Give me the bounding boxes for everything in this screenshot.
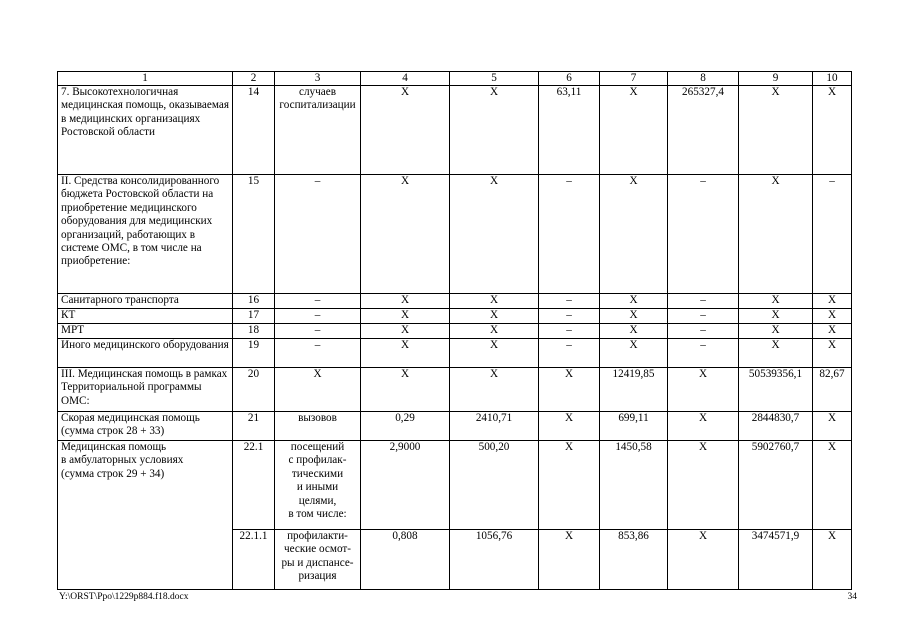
table-cell: Х <box>600 309 668 324</box>
table-cell: Х <box>668 530 739 590</box>
row-number: 18 <box>233 324 275 339</box>
table-cell: 2,9000 <box>361 441 450 530</box>
data-table <box>57 71 852 590</box>
column-number: 4 <box>361 72 450 86</box>
table-cell: Х <box>539 441 600 530</box>
unit-cell: – <box>275 339 361 368</box>
table-row <box>58 441 852 530</box>
table-header-row <box>58 72 852 86</box>
table-cell: 1056,76 <box>450 530 539 590</box>
footer-page-number: 34 <box>847 592 857 602</box>
table-cell: Х <box>450 368 539 412</box>
table-cell: 265327,4 <box>668 86 739 175</box>
table-cell: Х <box>539 412 600 441</box>
table-cell: Х <box>539 368 600 412</box>
table-cell: – <box>813 175 852 294</box>
table-cell: Х <box>739 175 813 294</box>
table-cell: Х <box>450 324 539 339</box>
table-cell: Х <box>450 339 539 368</box>
row-number: 20 <box>233 368 275 412</box>
row-number: 22.1 <box>233 441 275 530</box>
table-cell: – <box>668 339 739 368</box>
column-number: 8 <box>668 72 739 86</box>
table-cell: 0,808 <box>361 530 450 590</box>
column-number: 5 <box>450 72 539 86</box>
table-cell: Х <box>813 412 852 441</box>
table-cell: Х <box>739 86 813 175</box>
table-cell: 5902760,7 <box>739 441 813 530</box>
table-cell: Х <box>668 441 739 530</box>
row-label: Скорая медицинская помощь (сумма строк 28 + 33) <box>58 412 233 441</box>
table-cell: Х <box>739 294 813 309</box>
table-cell: Х <box>668 412 739 441</box>
table-cell: Х <box>361 294 450 309</box>
table-cell: Х <box>600 339 668 368</box>
table-cell: 2844830,7 <box>739 412 813 441</box>
table-cell: Х <box>450 294 539 309</box>
table-row <box>58 324 852 339</box>
table-cell: Х <box>739 324 813 339</box>
table-row <box>58 175 852 294</box>
table-cell: Х <box>739 309 813 324</box>
table-cell: – <box>539 175 600 294</box>
row-number: 21 <box>233 412 275 441</box>
table-row <box>58 294 852 309</box>
table-cell: 63,11 <box>539 86 600 175</box>
table-cell: 3474571,9 <box>739 530 813 590</box>
table-row <box>58 309 852 324</box>
row-label: III. Медицинская помощь в рамках Территориальной программы ОМС: <box>58 368 233 412</box>
row-label: МРТ <box>58 324 233 339</box>
table-cell: 12419,85 <box>600 368 668 412</box>
column-number: 3 <box>275 72 361 86</box>
table-cell: Х <box>450 309 539 324</box>
table-cell: – <box>539 309 600 324</box>
table-cell: – <box>668 175 739 294</box>
row-number: 22.1.1 <box>233 530 275 590</box>
table-cell: Х <box>813 86 852 175</box>
table-cell: 2410,71 <box>450 412 539 441</box>
row-number: 19 <box>233 339 275 368</box>
table-cell: Х <box>739 339 813 368</box>
row-label: 7. Высокотехнологичная медицинская помощь, оказываемая в медицинских организациях Ростовской области <box>58 86 233 175</box>
table-cell: 50539356,1 <box>739 368 813 412</box>
footer-file-path: Y:\ORST\Ppo\1229p884.f18.docx <box>59 592 189 602</box>
table-cell: – <box>668 309 739 324</box>
table-cell: Х <box>813 441 852 530</box>
row-number: 17 <box>233 309 275 324</box>
table-cell: Х <box>361 86 450 175</box>
table-cell: Х <box>361 175 450 294</box>
table-cell: Х <box>813 294 852 309</box>
row-label: Медицинская помощь в амбулаторных условиях (сумма строк 29 + 34) <box>58 441 233 590</box>
unit-cell: – <box>275 294 361 309</box>
table-cell: Х <box>361 309 450 324</box>
table-cell: – <box>539 339 600 368</box>
unit-cell: вызовов <box>275 412 361 441</box>
row-label: Иного медицинского оборудования <box>58 339 233 368</box>
table-cell: – <box>668 324 739 339</box>
unit-cell: случаев госпитализации <box>275 86 361 175</box>
table-cell: Х <box>600 175 668 294</box>
table-cell: – <box>539 294 600 309</box>
table-cell: Х <box>600 324 668 339</box>
row-number: 14 <box>233 86 275 175</box>
table-cell: Х <box>813 309 852 324</box>
column-number: 6 <box>539 72 600 86</box>
unit-cell: – <box>275 175 361 294</box>
table-cell: Х <box>361 368 450 412</box>
row-label: II. Средства консолидированного бюджета Ростовской области на приобретение медицинского оборудования для медицинских организаций, работающих в системе ОМС, в том числе на приобретение: <box>58 175 233 294</box>
column-number: 1 <box>58 72 233 86</box>
table-cell: Х <box>450 175 539 294</box>
column-number: 7 <box>600 72 668 86</box>
table-cell: Х <box>539 530 600 590</box>
table-cell: – <box>539 324 600 339</box>
table-cell: Х <box>600 86 668 175</box>
table-row <box>58 368 852 412</box>
row-label: Санитарного транспорта <box>58 294 233 309</box>
unit-cell: – <box>275 324 361 339</box>
table-cell: Х <box>813 530 852 590</box>
table-cell: – <box>668 294 739 309</box>
table-cell: Х <box>450 86 539 175</box>
table-row <box>58 412 852 441</box>
table-cell: 1450,58 <box>600 441 668 530</box>
column-number: 9 <box>739 72 813 86</box>
table-cell: Х <box>813 324 852 339</box>
unit-cell: профилакти- ческие осмот- ры и диспансе- ризация <box>275 530 361 590</box>
table-cell: 500,20 <box>450 441 539 530</box>
column-number: 10 <box>813 72 852 86</box>
row-label: КТ <box>58 309 233 324</box>
table-cell: 82,67 <box>813 368 852 412</box>
table-cell: Х <box>600 294 668 309</box>
table-row <box>58 339 852 368</box>
row-number: 15 <box>233 175 275 294</box>
table-cell: Х <box>361 324 450 339</box>
table-cell: 0,29 <box>361 412 450 441</box>
column-number: 2 <box>233 72 275 86</box>
table-cell: Х <box>668 368 739 412</box>
table-row <box>58 86 852 175</box>
unit-cell: посещений с профилак- тическими и иными целями, в том числе: <box>275 441 361 530</box>
unit-cell: Х <box>275 368 361 412</box>
table-cell: 853,86 <box>600 530 668 590</box>
table-cell: Х <box>361 339 450 368</box>
table-cell: 699,11 <box>600 412 668 441</box>
table-cell: Х <box>813 339 852 368</box>
unit-cell: – <box>275 309 361 324</box>
row-number: 16 <box>233 294 275 309</box>
